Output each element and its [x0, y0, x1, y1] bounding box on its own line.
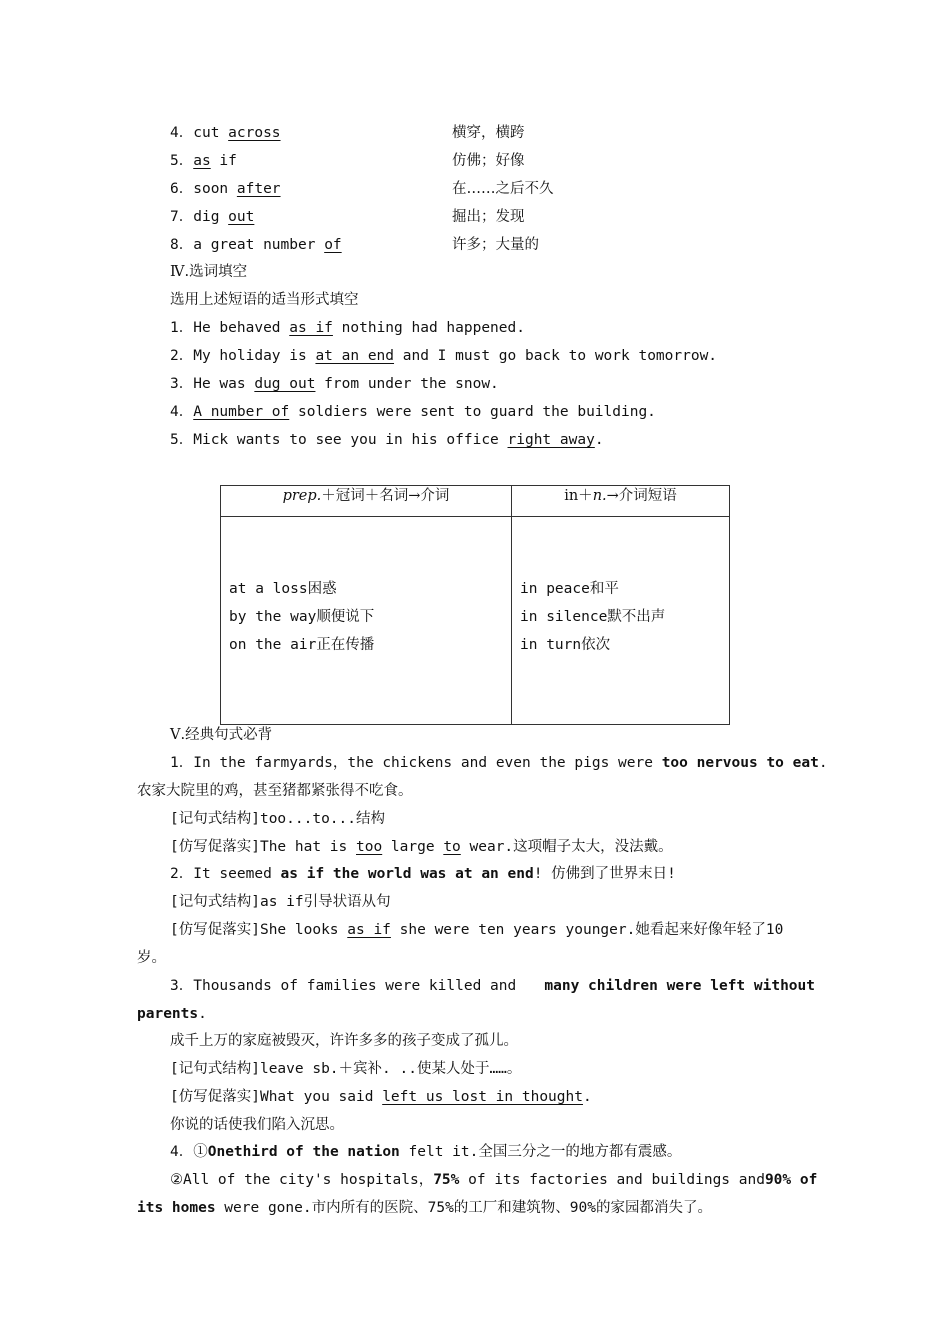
structure-note: [记句式结构]leave sb.＋宾补. ..使某人处于……。: [170, 1061, 522, 1077]
section-instruction: 选用上述短语的适当形式填空: [170, 292, 359, 308]
structure-note: [记句式结构]too...to...结构: [170, 811, 385, 827]
answer-blank: at an end: [315, 348, 395, 364]
list-item: on the air正在传播: [229, 637, 375, 653]
phrase-meaning: 仿佛；好像: [452, 153, 525, 169]
phrase-item: 8．a great number of: [170, 237, 342, 253]
sentence-cont: parents.: [137, 1006, 207, 1022]
sentence-translation: 成千上万的家庭被毁灭，许许多多的孩子变成了孤儿。: [170, 1033, 518, 1049]
phrase-meaning: 在……之后不久: [452, 181, 554, 197]
list-item: by the way顺便说下: [229, 609, 375, 625]
list-item: in turn依次: [520, 637, 611, 653]
sentence: ②All of the city's hospitals，75% of its factories and buildings and 90% of: [170, 1172, 818, 1188]
phrase-meaning: 许多；大量的: [452, 237, 539, 253]
list-item: at a loss困惑: [229, 581, 337, 597]
answer-blank: after: [236, 181, 281, 197]
sentence: 4．①Onethird of the nation felt it.全国三分之一的地方都有震感。: [170, 1144, 682, 1160]
answer-blank: to: [443, 839, 461, 855]
table-cell-col1: [221, 517, 512, 725]
phrase-table: [220, 485, 730, 725]
answer-blank: as if: [347, 922, 391, 938]
sentence-translation: 农家大院里的鸡，甚至猪都紧张得不吃食。: [137, 783, 413, 799]
exercise-item: 1．He behaved as if nothing had happened.: [170, 320, 525, 336]
sentence: 1．In the farmyards，the chickens and even the pigs were too nervous to eat.: [170, 755, 828, 771]
phrase-item: 4．cut across: [170, 125, 281, 141]
phrase-meaning: 横穿，横跨: [452, 125, 525, 141]
phrase-item: 7．dig out: [170, 209, 255, 225]
answer-blank: as: [193, 153, 211, 169]
table-cell-col2: [512, 517, 730, 725]
sentence-cont: its homes were gone.市内所有的医院、75%的工厂和建筑物、90%的家园都消失了。: [137, 1200, 712, 1216]
practice-line: [仿写促落实]The hat is too large to wear.这项帽子太大，没法戴。: [170, 839, 673, 855]
phrase-meaning: 掘出；发现: [452, 209, 525, 225]
answer-blank: too: [356, 839, 383, 855]
answer-blank: of: [324, 237, 342, 253]
exercise-item: 3．He was dug out from under the snow.: [170, 376, 499, 392]
section-heading: Ⅳ.选词填空: [170, 264, 248, 280]
phrase-item: 6．soon after: [170, 181, 281, 197]
exercise-item: 4．A number of soldiers were sent to guard the building.: [170, 404, 656, 420]
answer-blank: across: [228, 125, 281, 141]
sentence: 3．Thousands of families were killed and many children were left without: [170, 978, 815, 994]
practice-line: [仿写促落实]She looks as if she were ten years younger.她看起来好像年轻了10: [170, 922, 784, 938]
phrase-item: 5．as if: [170, 153, 237, 169]
practice-line-cont: 岁。: [137, 950, 166, 966]
table-header-col1: prep.＋冠词＋名词→介词: [221, 486, 512, 517]
exercise-item: 2．My holiday is at an end and I must go back to work tomorrow.: [170, 348, 718, 364]
list-item: in silence默不出声: [520, 609, 666, 625]
list-item: in peace和平: [520, 581, 619, 597]
answer-blank: A number of: [193, 404, 290, 420]
answer-blank: as if: [289, 320, 333, 336]
practice-line: [仿写促落实]What you said left us lost in thought.: [170, 1089, 592, 1105]
exercise-item: 5．Mick wants to see you in his office right away.: [170, 432, 604, 448]
answer-blank: out: [228, 209, 255, 225]
practice-translation: 你说的话使我们陷入沉思。: [170, 1117, 344, 1133]
answer-blank: left us lost in thought: [382, 1089, 583, 1105]
table-header-col2: in＋n.→介词短语: [512, 486, 730, 517]
structure-note: [记句式结构]as if引导状语从句: [170, 894, 391, 910]
sentence: 2．It seemed as if the world was at an end! 仿佛到了世界末日!: [170, 866, 676, 882]
answer-blank: dug out: [254, 376, 316, 392]
answer-blank: right away: [507, 432, 595, 448]
section-heading: Ⅴ.经典句式必背: [170, 727, 273, 743]
